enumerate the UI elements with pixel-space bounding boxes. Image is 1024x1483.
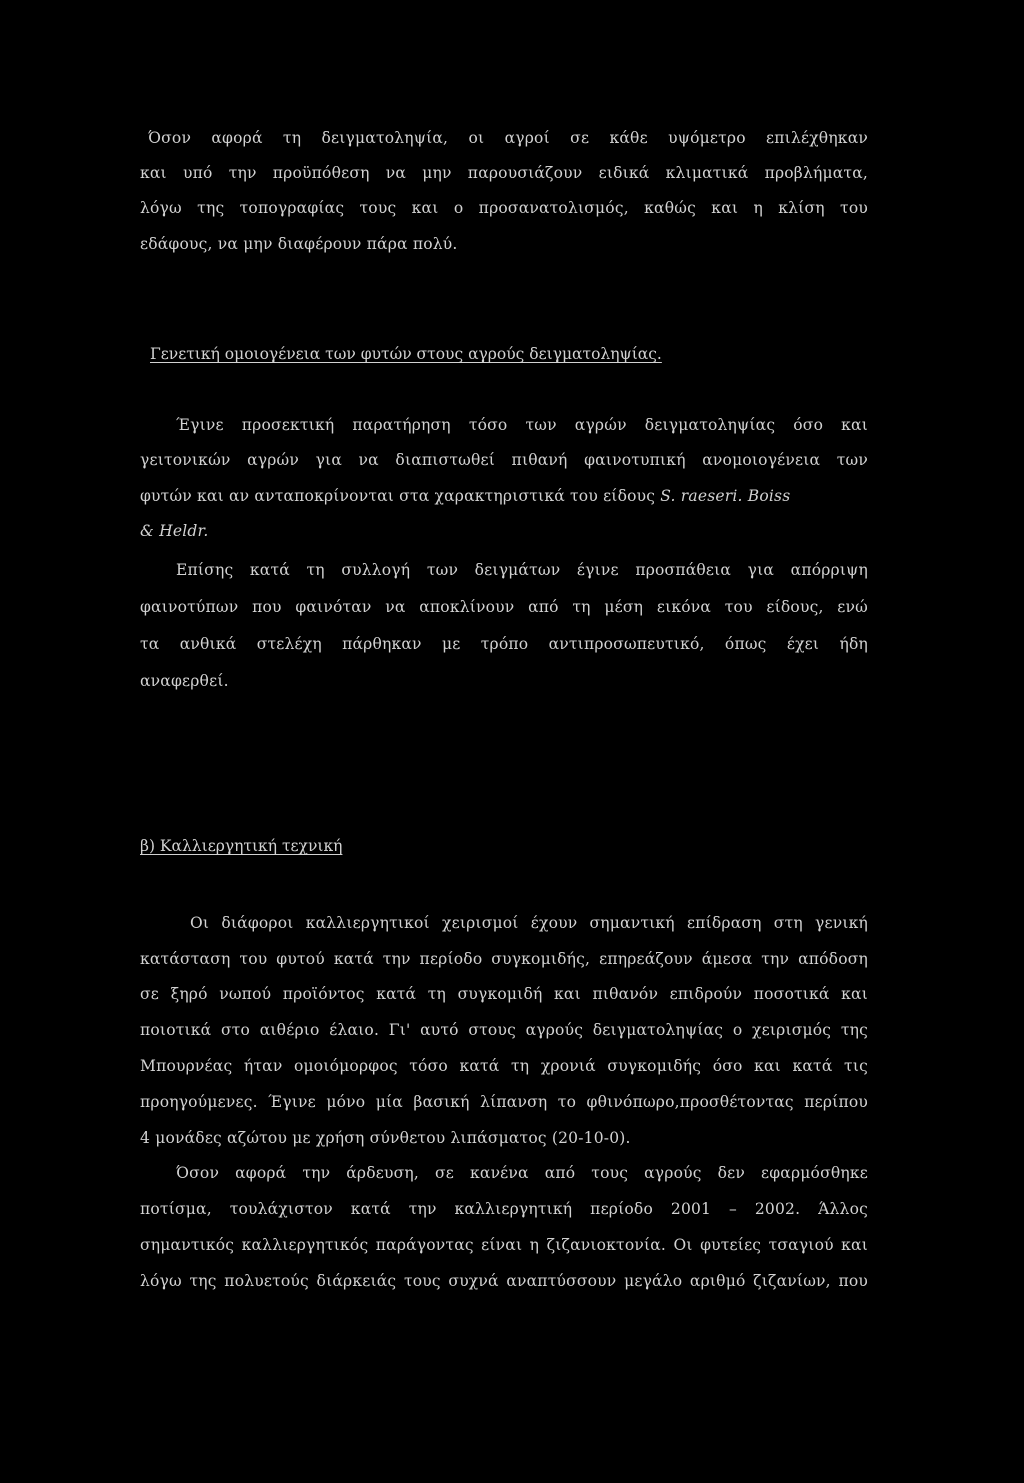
paragraph-5-line-3: σημαντικός καλλιεργητικός παράγοντας είναι η ζιζανιοκτονία. Οι φυτείες τσαγιού και xyxy=(140,1236,868,1254)
paragraph-5-line-1: Όσον αφορά την άρδευση, σε κανένα από τους αγρούς δεν εφαρμόσθηκε xyxy=(176,1164,868,1182)
paragraph-4-line-7: 4 μονάδες αζώτου με χρήση σύνθετου λιπάσματος (20-10-0). xyxy=(140,1129,631,1147)
species-authority: & Heldr. xyxy=(140,522,209,540)
paragraph-2-line-2: γειτονικών αγρών για να διαπιστωθεί πιθανή φαινοτυπική ανομοιογένεια των xyxy=(140,451,868,469)
paragraph-5-line-2: ποτίσμα, τουλάχιστον κατά την καλλιεργητική περίοδο 2001 – 2002. Άλλος xyxy=(140,1200,868,1218)
paragraph-3-line-1: Επίσης κατά τη συλλογή των δειγμάτων έγινε προσπάθεια για απόρριψη xyxy=(176,561,868,579)
species-name: S. raeseri. Boiss xyxy=(660,487,791,505)
paragraph-4-line-4: ποιοτικά στο αιθέριο έλαιο. Γι' αυτό στους αγρούς δειγματοληψίας ο χειρισμός της xyxy=(140,1021,868,1039)
paragraph-2-line-3-text: φυτών και αν ανταποκρίνονται στα χαρακτηριστικά του είδους xyxy=(140,487,656,505)
paragraph-2-line-1: Έγινε προσεκτική παρατήρηση τόσο των αγρών δειγματοληψίας όσο και xyxy=(176,416,868,434)
paragraph-3-line-4: αναφερθεί. xyxy=(140,672,229,690)
paragraph-4-line-1: Οι διάφοροι καλλιεργητικοί χειρισμοί έχουν σημαντική επίδραση στη γενική xyxy=(190,914,868,932)
paragraph-1-line-3: λόγω της τοπογραφίας τους και ο προσανατολισμός, καθώς και η κλίση του xyxy=(140,199,868,217)
paragraph-4-line-5: Μπουρνέας ήταν ομοιόμορφος τόσο κατά τη χρονιά συγκομιδής όσο και κατά τις xyxy=(140,1057,868,1075)
paragraph-3-line-3: τα ανθικά στελέχη πάρθηκαν με τρόπο αντιπροσωπευτικό, όπως έχει ήδη xyxy=(140,635,868,653)
paragraph-4-line-2: κατάσταση του φυτού κατά την περίοδο συγκομιδής, επηρεάζουν άμεσα την απόδοση xyxy=(140,950,868,968)
paragraph-1-line-1: Όσον αφορά τη δειγματοληψία, οι αγροί σε κάθε υψόμετρο επιλέχθηκαν xyxy=(148,129,868,147)
paragraph-3-line-2: φαινοτύπων που φαινόταν να αποκλίνουν από τη μέση εικόνα του είδους, ενώ xyxy=(140,598,868,616)
paragraph-5-line-4: λόγω της πολυετούς διάρκειάς τους συχνά αναπτύσσουν μεγάλο αριθμό ζιζανίων, που xyxy=(140,1272,868,1290)
paragraph-4-line-3: σε ξηρό νωπού προϊόντος κατά τη συγκομιδή και πιθανόν επιδρούν ποσοτικά και xyxy=(140,985,868,1003)
section-heading-genetic-homogeneity: Γενετική ομοιογένεια των φυτών στους αγρούς δειγματοληψίας. xyxy=(150,345,662,363)
paragraph-1-line-4: εδάφους, να μην διαφέρουν πάρα πολύ. xyxy=(140,235,458,253)
section-heading-cultivation-technique: β) Καλλιεργητική τεχνική xyxy=(140,837,343,855)
paragraph-1-line-2: και υπό την προϋπόθεση να μην παρουσιάζουν ειδικά κλιματικά προβλήματα, xyxy=(140,164,868,182)
paragraph-2-line-3 xyxy=(140,486,790,506)
paragraph-4-line-6: προηγούμενες. Έγινε μόνο μία βασική λίπανση το φθινόπωρο,προσθέτοντας περίπου xyxy=(140,1093,868,1111)
